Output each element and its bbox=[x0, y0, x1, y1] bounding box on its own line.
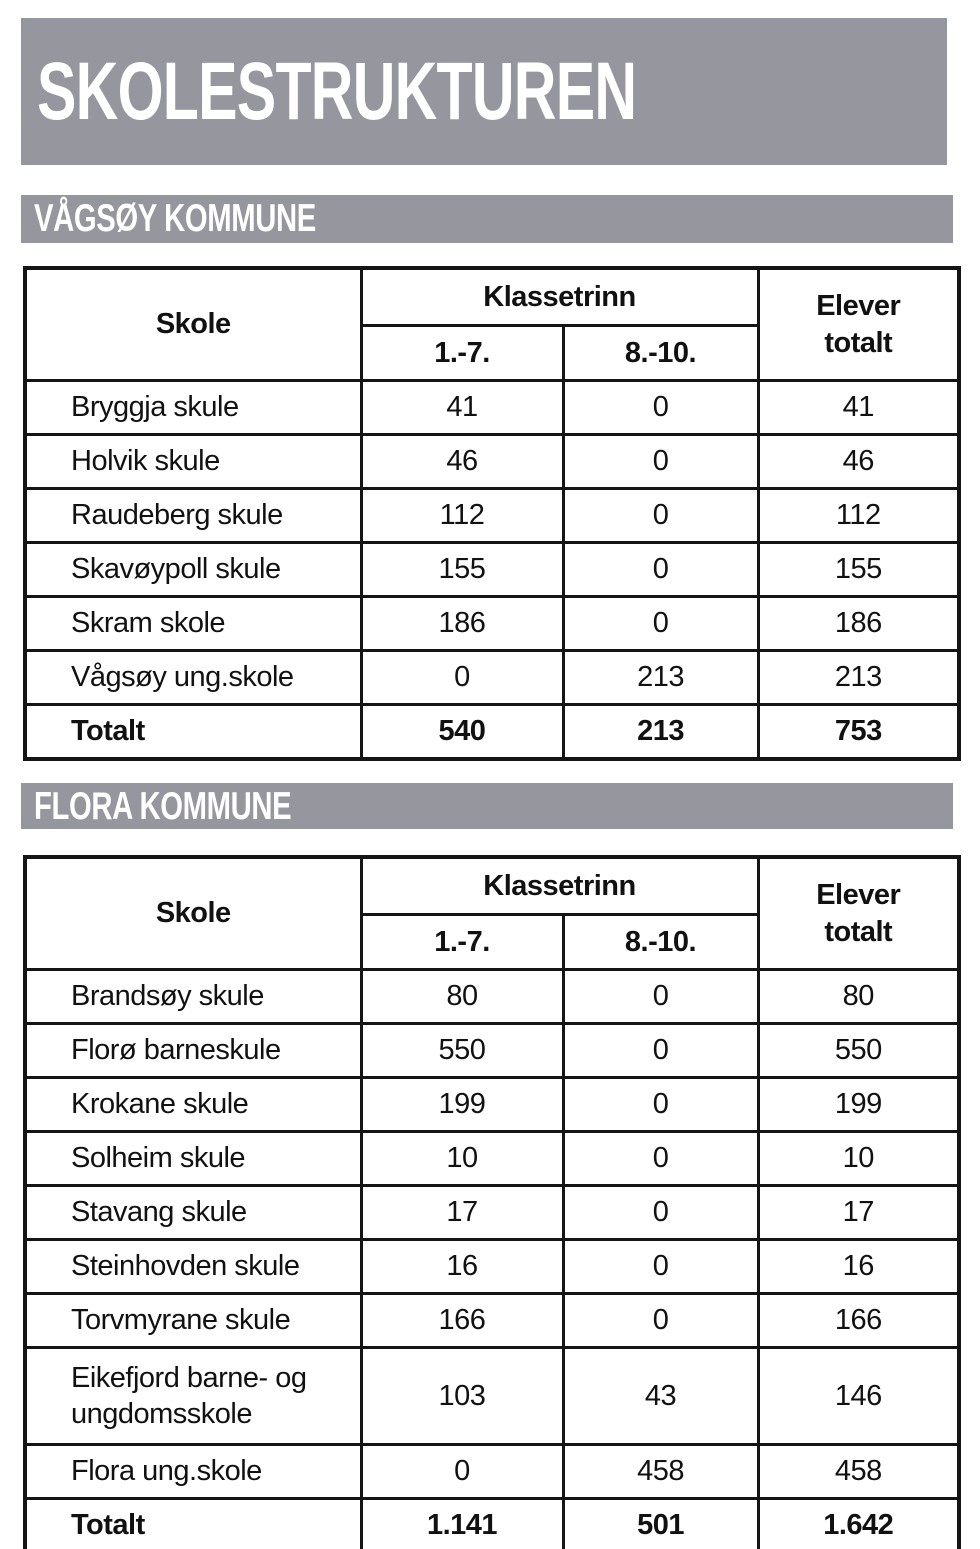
grade-1-7-cell: 10 bbox=[361, 1132, 563, 1186]
column-header-skole: Skole bbox=[25, 268, 361, 381]
column-header-grade-8-10: 8.-10. bbox=[563, 326, 758, 381]
grade-1-7-total-cell: 1.141 bbox=[361, 1499, 563, 1549]
column-header-skole: Skole bbox=[25, 857, 361, 970]
column-header-grade-8-10: 8.-10. bbox=[563, 915, 758, 970]
table-row bbox=[25, 1132, 959, 1186]
total-row bbox=[25, 705, 959, 760]
school-name-cell: Krokane skule bbox=[25, 1078, 361, 1132]
grade-8-10-total-cell: 213 bbox=[563, 705, 758, 760]
column-header-klassetrinn: Klassetrinn bbox=[361, 268, 758, 326]
school-name-cell: Holvik skule bbox=[25, 435, 361, 489]
total-cell: 16 bbox=[758, 1240, 959, 1294]
grade-1-7-cell: 199 bbox=[361, 1078, 563, 1132]
grade-1-7-cell: 17 bbox=[361, 1186, 563, 1240]
total-cell: 80 bbox=[758, 970, 959, 1024]
grade-1-7-cell: 112 bbox=[361, 489, 563, 543]
grade-1-7-cell: 166 bbox=[361, 1294, 563, 1348]
grade-1-7-cell: 0 bbox=[361, 651, 563, 705]
table-row bbox=[25, 381, 959, 435]
total-row bbox=[25, 1499, 959, 1549]
school-name-cell: Raudeberg skule bbox=[25, 489, 361, 543]
grade-8-10-cell: 0 bbox=[563, 381, 758, 435]
table-row bbox=[25, 1445, 959, 1499]
table-row bbox=[25, 435, 959, 489]
table-row bbox=[25, 1348, 959, 1445]
grade-1-7-cell: 0 bbox=[361, 1445, 563, 1499]
column-header-grade-1-7: 1.-7. bbox=[361, 915, 563, 970]
school-name-cell: Stavang skule bbox=[25, 1186, 361, 1240]
grade-8-10-cell: 0 bbox=[563, 1186, 758, 1240]
school-name-cell: Flora ung.skole bbox=[25, 1445, 361, 1499]
grade-1-7-cell: 16 bbox=[361, 1240, 563, 1294]
grade-1-7-cell: 550 bbox=[361, 1024, 563, 1078]
table-row bbox=[25, 489, 959, 543]
table-row bbox=[25, 1240, 959, 1294]
grade-1-7-cell: 186 bbox=[361, 597, 563, 651]
grade-1-7-cell: 155 bbox=[361, 543, 563, 597]
table-row bbox=[25, 1294, 959, 1348]
table-flora-wrapper bbox=[23, 855, 961, 1549]
grade-8-10-cell: 213 bbox=[563, 651, 758, 705]
total-cell: 46 bbox=[758, 435, 959, 489]
table-row bbox=[25, 1024, 959, 1078]
school-name-cell: Bryggja skule bbox=[25, 381, 361, 435]
grade-8-10-cell: 0 bbox=[563, 489, 758, 543]
grade-8-10-cell: 0 bbox=[563, 597, 758, 651]
school-name-cell: Skavøypoll skule bbox=[25, 543, 361, 597]
column-header-elever-totalt: Elever totalt bbox=[758, 268, 959, 381]
grade-8-10-cell: 0 bbox=[563, 970, 758, 1024]
table-row bbox=[25, 651, 959, 705]
school-name-cell: Eikefjord barne- og ungdomsskole bbox=[25, 1348, 361, 1445]
grade-8-10-total-cell: 501 bbox=[563, 1499, 758, 1549]
table-row bbox=[25, 597, 959, 651]
total-label-cell: Totalt bbox=[25, 1499, 361, 1549]
grade-8-10-cell: 0 bbox=[563, 1132, 758, 1186]
grand-total-cell: 753 bbox=[758, 705, 959, 760]
grade-8-10-cell: 0 bbox=[563, 435, 758, 489]
table-row bbox=[25, 1186, 959, 1240]
column-header-klassetrinn: Klassetrinn bbox=[361, 857, 758, 915]
total-cell: 199 bbox=[758, 1078, 959, 1132]
grade-1-7-total-cell: 540 bbox=[361, 705, 563, 760]
total-cell: 186 bbox=[758, 597, 959, 651]
header-row bbox=[25, 857, 959, 915]
grade-1-7-cell: 41 bbox=[361, 381, 563, 435]
total-cell: 550 bbox=[758, 1024, 959, 1078]
total-cell: 17 bbox=[758, 1186, 959, 1240]
kommune-band-flora bbox=[21, 783, 953, 829]
kommune-band-vagsoy bbox=[21, 195, 953, 243]
total-cell: 41 bbox=[758, 381, 959, 435]
grade-8-10-cell: 0 bbox=[563, 543, 758, 597]
grade-8-10-cell: 43 bbox=[563, 1348, 758, 1445]
total-cell: 213 bbox=[758, 651, 959, 705]
grade-8-10-cell: 0 bbox=[563, 1294, 758, 1348]
school-name-cell: Solheim skule bbox=[25, 1132, 361, 1186]
table-row bbox=[25, 543, 959, 597]
grade-1-7-cell: 46 bbox=[361, 435, 563, 489]
total-cell: 146 bbox=[758, 1348, 959, 1445]
total-cell: 112 bbox=[758, 489, 959, 543]
grade-1-7-cell: 80 bbox=[361, 970, 563, 1024]
school-name-cell: Vågsøy ung.skole bbox=[25, 651, 361, 705]
total-cell: 166 bbox=[758, 1294, 959, 1348]
column-header-grade-1-7: 1.-7. bbox=[361, 326, 563, 381]
table-vagsoy bbox=[23, 266, 961, 761]
total-cell: 458 bbox=[758, 1445, 959, 1499]
grade-8-10-cell: 458 bbox=[563, 1445, 758, 1499]
kommune-heading-flora: FLORA KOMMUNE bbox=[34, 785, 292, 828]
grand-total-cell: 1.642 bbox=[758, 1499, 959, 1549]
column-header-elever-totalt: Elever totalt bbox=[758, 857, 959, 970]
school-name-cell: Florø barneskule bbox=[25, 1024, 361, 1078]
kommune-heading-vagsoy: VÅGSØY KOMMUNE bbox=[34, 197, 316, 240]
page-title: SKOLESTRUKTUREN bbox=[37, 46, 637, 137]
table-row bbox=[25, 1078, 959, 1132]
school-name-cell: Torvmyrane skule bbox=[25, 1294, 361, 1348]
school-name-cell: Steinhovden skule bbox=[25, 1240, 361, 1294]
table-row bbox=[25, 970, 959, 1024]
grade-1-7-cell: 103 bbox=[361, 1348, 563, 1445]
total-cell: 10 bbox=[758, 1132, 959, 1186]
total-label-cell: Totalt bbox=[25, 705, 361, 760]
grade-8-10-cell: 0 bbox=[563, 1240, 758, 1294]
grade-8-10-cell: 0 bbox=[563, 1078, 758, 1132]
grade-8-10-cell: 0 bbox=[563, 1024, 758, 1078]
header-row bbox=[25, 268, 959, 326]
table-flora bbox=[23, 855, 961, 1549]
table-vagsoy-wrapper bbox=[23, 266, 961, 761]
total-cell: 155 bbox=[758, 543, 959, 597]
title-band bbox=[21, 18, 947, 165]
school-name-cell: Skram skole bbox=[25, 597, 361, 651]
school-name-cell: Brandsøy skule bbox=[25, 970, 361, 1024]
